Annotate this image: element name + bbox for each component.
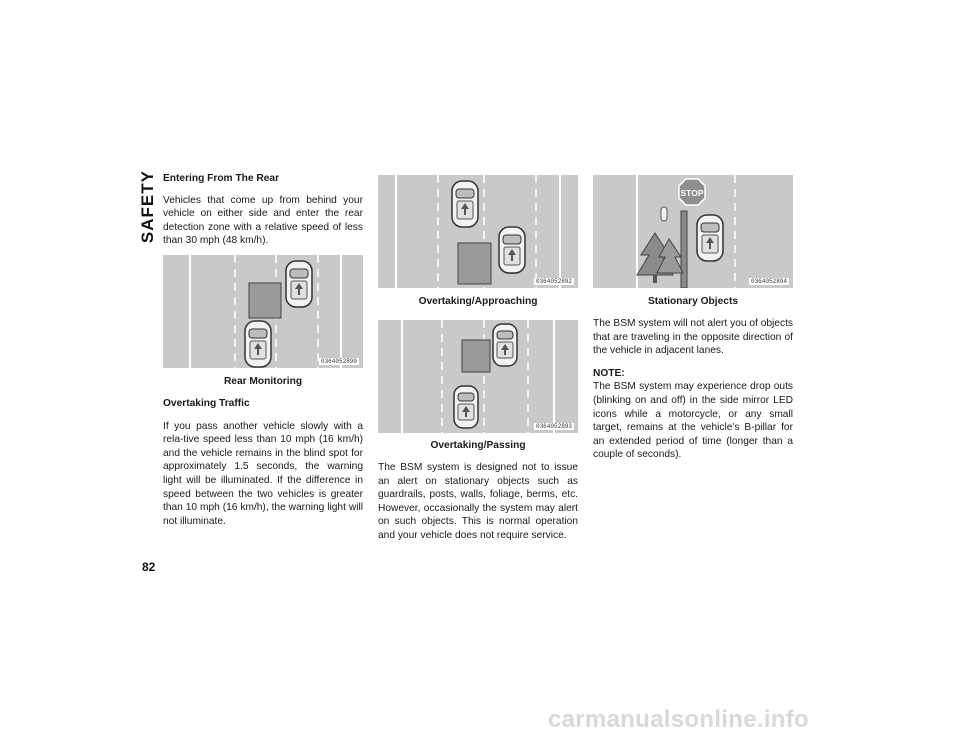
note-label: NOTE: <box>593 367 625 379</box>
column-3-lower <box>593 317 793 462</box>
figure-overtaking-approaching <box>378 175 578 288</box>
car-icon <box>493 324 517 366</box>
stop-sign-text: STOP <box>680 188 704 198</box>
note-text: The BSM system may experience drop outs (blinking on and off) in the side mirror LED icons while a motorcycle, or any small target, remains at the vehicle's B-pillar for an extended period of time (longer than a couple of seconds). <box>593 381 793 461</box>
column-2-lower <box>378 461 578 543</box>
figure-rear-monitoring <box>163 255 363 368</box>
paragraph-overtaking-traffic: If you pass another vehicle slowly with a rela-tive speed less than 10 mph (16 km/h) and the vehicle remains in the blind spot for approximately 1.5 seconds, the warning light will be illuminated. If the difference in speed between the two vehicles is greater than 10 mph (16 km/h), the warning light will not illuminate. <box>163 420 363 527</box>
figure-overtaking-passing <box>378 320 578 433</box>
car-icon <box>499 227 525 273</box>
section-tab: SAFETY <box>138 170 157 244</box>
figure-code: 0364052892 <box>535 278 572 285</box>
column-1-lower <box>163 397 363 528</box>
car-icon <box>452 181 478 227</box>
paragraph-entering-from-rear: Vehicles that come up from behind your vehicle on either side and enter the rear detection zone with a relative speed of less than 30 mph (48 km/h). <box>163 194 363 247</box>
caption-overtaking-passing: Overtaking/Passing <box>430 440 526 451</box>
stationary-objects-illustration <box>593 175 793 288</box>
car-icon <box>697 215 723 261</box>
page-number: 82 <box>142 560 156 574</box>
overtaking-passing-illustration <box>378 320 578 433</box>
rear-monitoring-illustration <box>163 255 363 368</box>
figure-code: 0364052894 <box>750 278 787 285</box>
heading-entering-from-rear: Entering From The Rear <box>163 173 280 184</box>
column-1 <box>163 172 363 248</box>
watermark: carmanualsonline.info <box>548 706 810 733</box>
figure-stationary-objects <box>593 175 793 288</box>
heading-overtaking-traffic: Overtaking Traffic <box>163 398 250 409</box>
overtaking-approaching-illustration <box>378 175 578 288</box>
car-icon <box>245 321 271 367</box>
caption-stationary-objects: Stationary Objects <box>647 296 739 307</box>
caption-overtaking-approaching: Overtaking/Approaching <box>418 296 538 307</box>
paragraph-stationary-objects: The BSM system is designed not to issue an alert on stationary objects such as guardrails, posts, walls, foliage, berms, etc. However, occasionally the system may alert on such objects. This is normal operation and your vehicle does not require service. <box>378 462 578 541</box>
figure-code: 0364052893 <box>535 423 572 430</box>
car-icon <box>286 261 312 307</box>
car-icon <box>454 386 478 428</box>
paragraph-opposite-direction: The BSM system will not alert you of objects that are traveling in the opposite direction of the vehicle in adjacent lanes. <box>593 318 793 357</box>
caption-rear-monitoring: Rear Monitoring <box>223 376 303 387</box>
figure-code: 0364052890 <box>320 358 357 365</box>
